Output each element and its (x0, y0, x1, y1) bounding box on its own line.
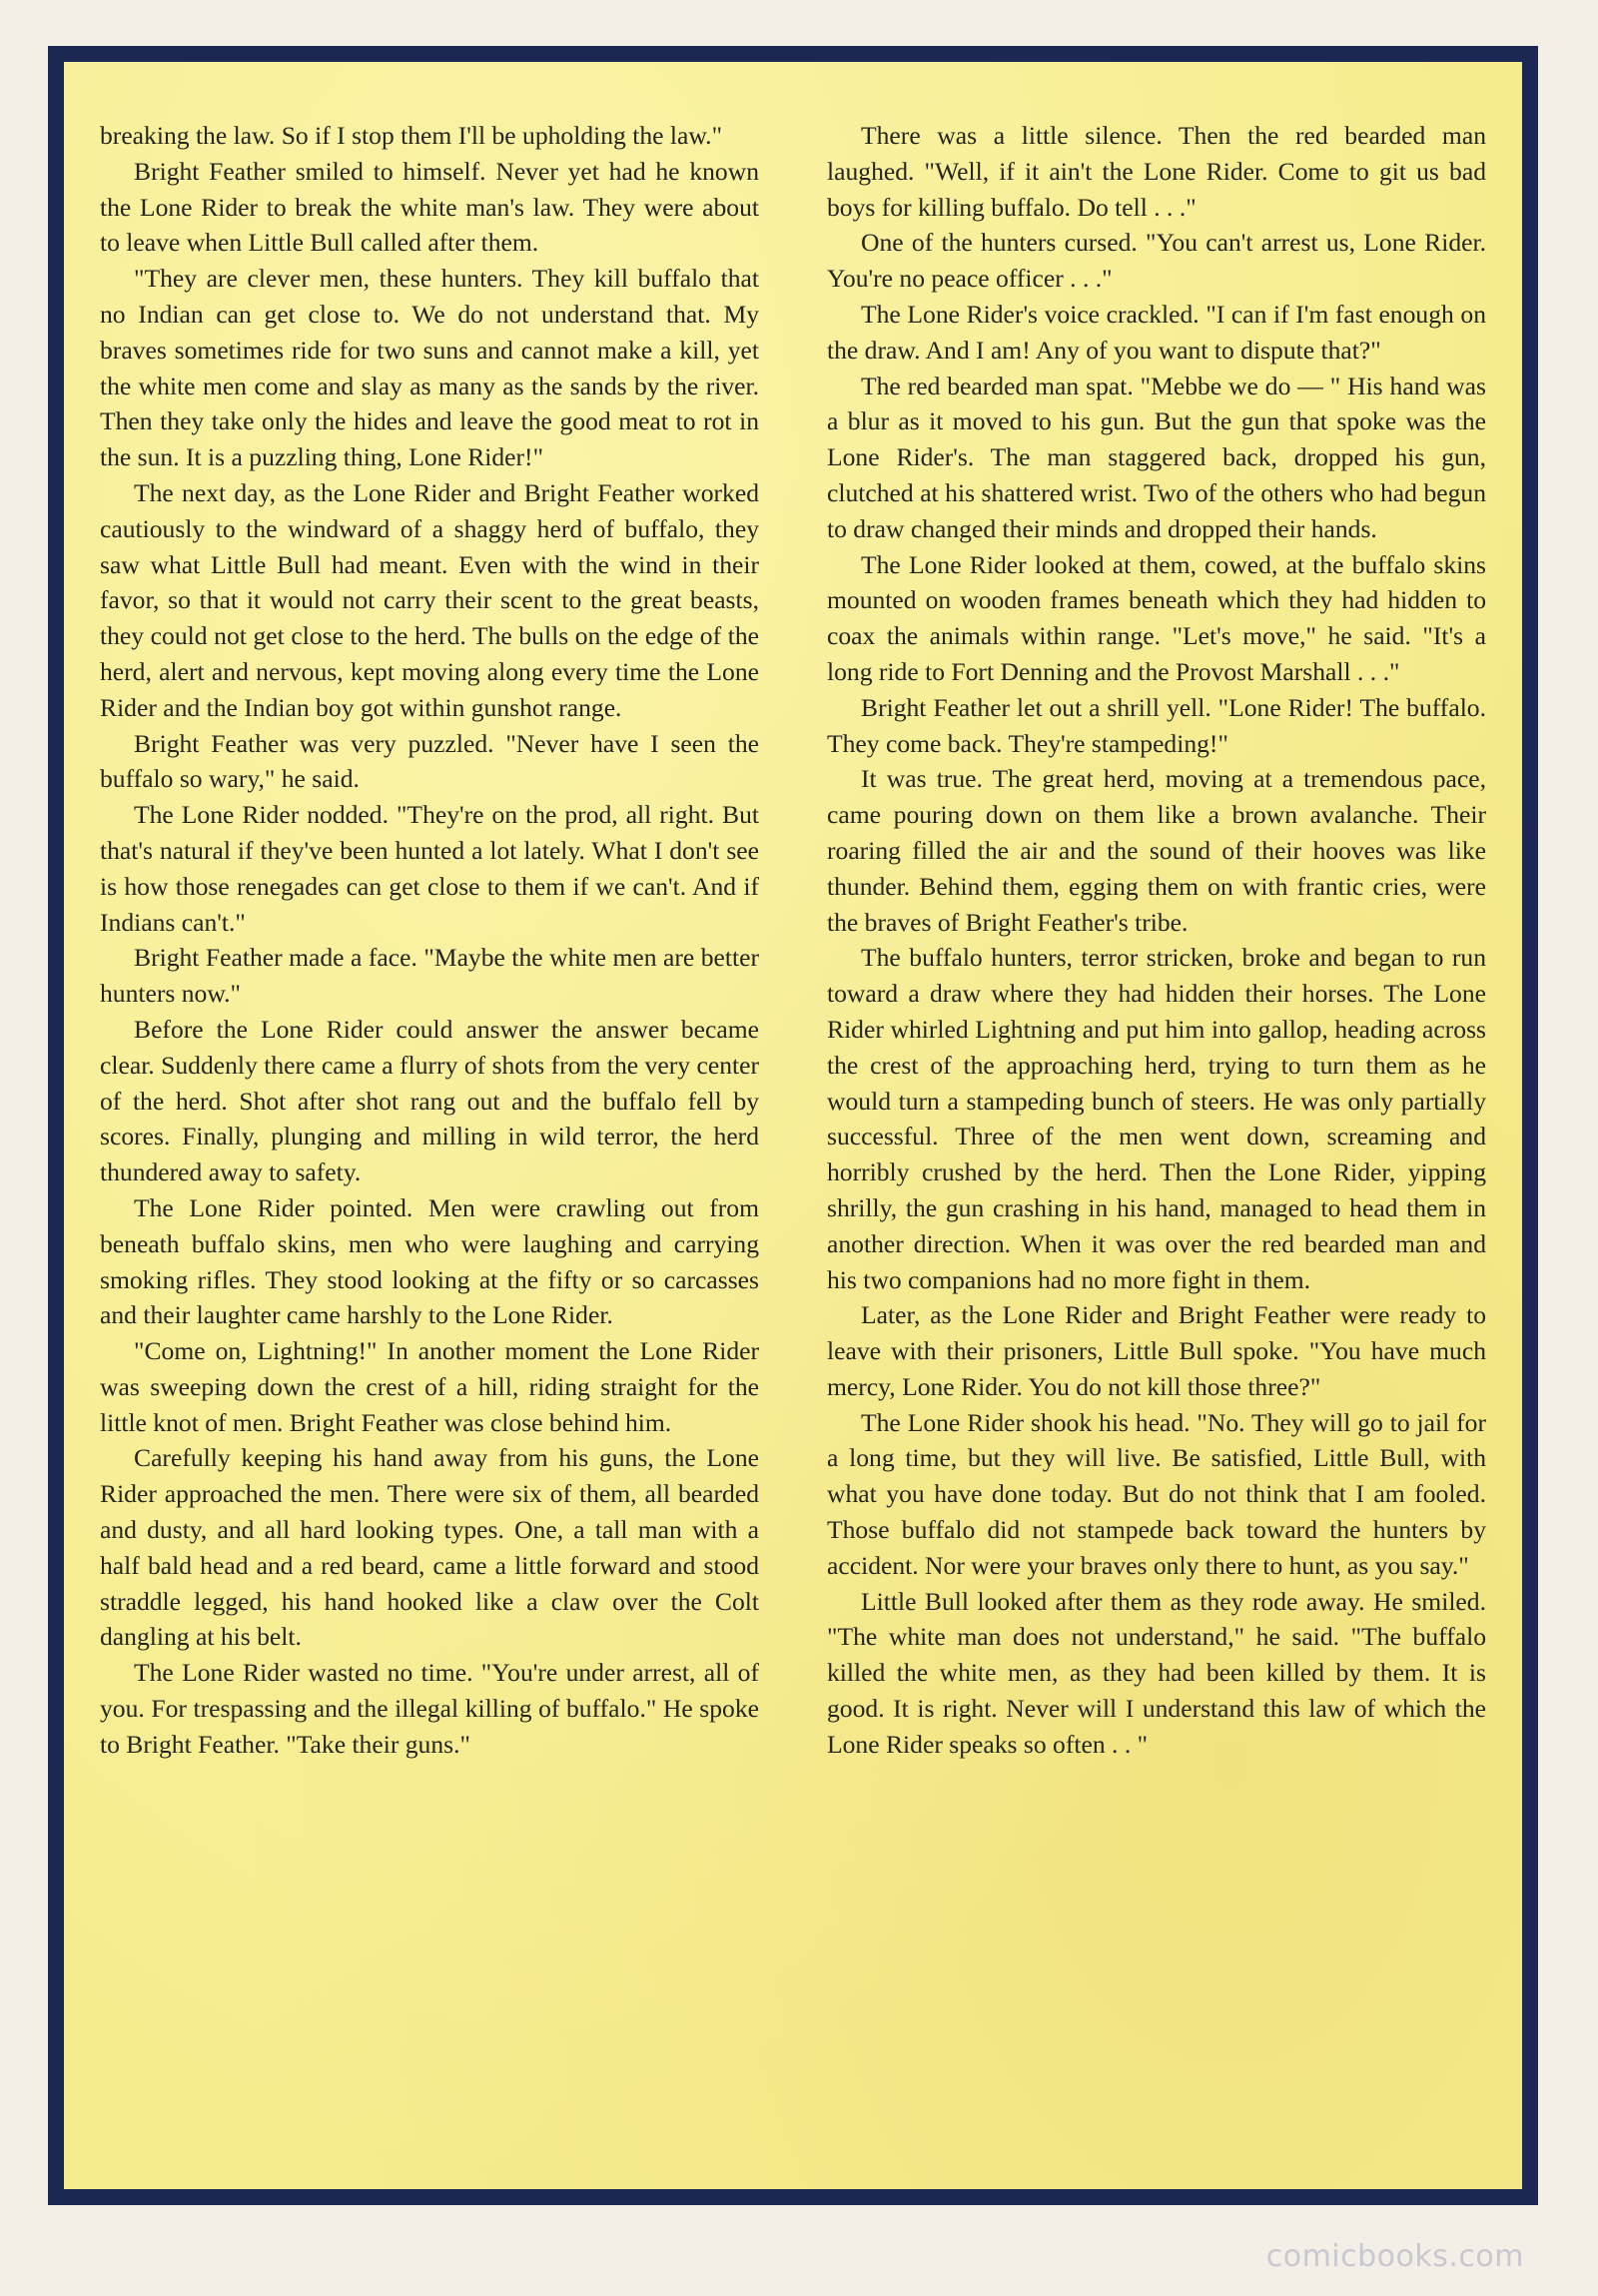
paragraph: The Lone Rider pointed. Men were crawling out from beneath buffalo skins, men who were laughing and carrying smoking rifles. They stood looking at the fifty or so carcasses and their laughter came harshly to the Lone Rider. (100, 1192, 759, 1330)
paragraph: Bright Feather let out a shrill yell. "Lone Rider! The buffalo. They come back. They're stampeding!" (827, 692, 1486, 758)
paragraph: The Lone Rider's voice crackled. "I can if I'm fast enough on the draw. And I am! Any of you want to dispute that?" (827, 299, 1486, 365)
paragraph: breaking the law. So if I stop them I'll be upholding the law." (100, 121, 723, 150)
paragraph: The red bearded man spat. "Mebbe we do — " His hand was a blur as it moved to his gun. But the gun that spoke was the Lone Rider's. The man staggered back, dropped his gun, clutched at his shattered wrist. Two of the others who had begun to draw changed their minds and dropped their hands. (827, 371, 1486, 543)
paragraph: The Lone Rider looked at them, cowed, at the buffalo skins mounted on wooden frames beneath which they had hidden to coax the animals within range. "Let's move," he said. "It's a long ride to Fort Denning and the Provost Marshall . . ." (827, 549, 1486, 686)
paragraph: Bright Feather made a face. "Maybe the white men are better hunters now." (100, 943, 759, 1009)
paragraph: Little Bull looked after them as they rode away. He smiled. "The white man does not understand," he said. "The buffalo killed the white men, as they had been killed by them. It is good. It is right. Never will I understand this law of which the Lone Rider speaks so often . . " (827, 1586, 1486, 1759)
paragraph: Later, as the Lone Rider and Bright Feather were ready to leave with their prisoners, Little Bull spoke. "You have much mercy, Lone Rider. You do not kill those three?" (827, 1300, 1486, 1401)
paragraph: Carefully keeping his hand away from his guns, the Lone Rider approached the men. There were six of them, all bearded and dusty, and all hard looking types. One, a tall man with a half bald head and a red beard, came a little forward and stood straddle legged, his hand hooked like a claw over the Colt dangling at his belt. (100, 1443, 759, 1652)
paragraph: "They are clever men, these hunters. They kill buffalo that no Indian can get close to. We do not understand that. My braves sometimes ride for two suns and cannot make a kill, yet the white men come and slay as many as the sands by the river. Then they take only the hides and leave the good meat to rot in the sun. It is a puzzling thing, Lone Rider!" (100, 264, 759, 472)
paragraph: The Lone Rider shook his head. "No. They will go to jail for a long time, but they will live. Be satisfied, Little Bull, with what you have done today. But do not think that I am fooled. Those buffalo did not stampede back toward the hunters by accident. Nor were your braves only there to hunt, as you say." (827, 1407, 1486, 1580)
paragraph: The next day, as the Lone Rider and Bright Feather worked cautiously to the windward of a shaggy herd of buffalo, they saw what Little Bull had meant. Even with the wind in their favor, so that it would not carry their scent to the great beasts, they could not get close to the herd. The bulls on the edge of the herd, alert and nervous, kept moving along every time the Lone Rider and the Indian boy got within gunshot range. (100, 477, 759, 722)
text-panel (64, 62, 1522, 2189)
paragraph: The Lone Rider wasted no time. "You're under arrest, all of you. For trespassing and the illegal killing of buffalo." He spoke to Bright Feather. "Take their guns." (100, 1658, 759, 1759)
left-column (100, 118, 759, 2149)
paragraph: One of the hunters cursed. "You can't arrest us, Lone Rider. You're no peace officer . . ." (827, 228, 1486, 294)
right-column (827, 118, 1486, 2149)
paragraph: Before the Lone Rider could answer the answer became clear. Suddenly there came a flurry of shots from the very center of the herd. Shot after shot rang out and the buffalo fell by scores. Finally, plunging and milling in wild terror, the herd thundered away to safety. (100, 1014, 759, 1187)
paragraph: "Come on, Lightning!" In another moment the Lone Rider was sweeping down the crest of a hill, riding straight for the little knot of men. Bright Feather was close behind him. (100, 1336, 759, 1437)
paragraph: There was a little silence. Then the red bearded man laughed. "Well, if it ain't the Lone Rider. Come to git us bad boys for killing buffalo. Do tell . . ." (827, 121, 1486, 222)
paragraph: The buffalo hunters, terror stricken, broke and began to run toward a draw where they had hidden their horses. The Lone Rider whirled Lightning and put him into gallop, heading across the crest of the approaching herd, trying to turn them as he would turn a stampeding bunch of steers. He was only partially successful. Three of the men went down, screaming and horribly crushed by the herd. Then the Lone Rider, yipping shrilly, the gun crashing in his hand, managed to head them in another direction. When it was over the red bearded man and his two companions had no more fight in them. (827, 943, 1486, 1294)
page-frame (48, 46, 1538, 2205)
paragraph: Bright Feather was very puzzled. "Never have I seen the buffalo so wary," he said. (100, 728, 759, 794)
paragraph: The Lone Rider nodded. "They're on the prod, all right. But that's natural if they've been hunted a lot lately. What I don't see is how those renegades can get close to them if we can't. And if Indians can't." (100, 800, 759, 937)
paragraph: Bright Feather smiled to himself. Never yet had he known the Lone Rider to break the white man's law. They were about to leave when Little Bull called after them. (100, 156, 759, 258)
site-watermark: comicbooks.com (1265, 2239, 1524, 2274)
paragraph: It was true. The great herd, moving at a tremendous pace, came pouring down on them like a brown avalanche. Their roaring filled the air and the sound of their hooves was like thunder. Behind them, egging them on with frantic cries, were the braves of Bright Feather's tribe. (827, 764, 1486, 937)
